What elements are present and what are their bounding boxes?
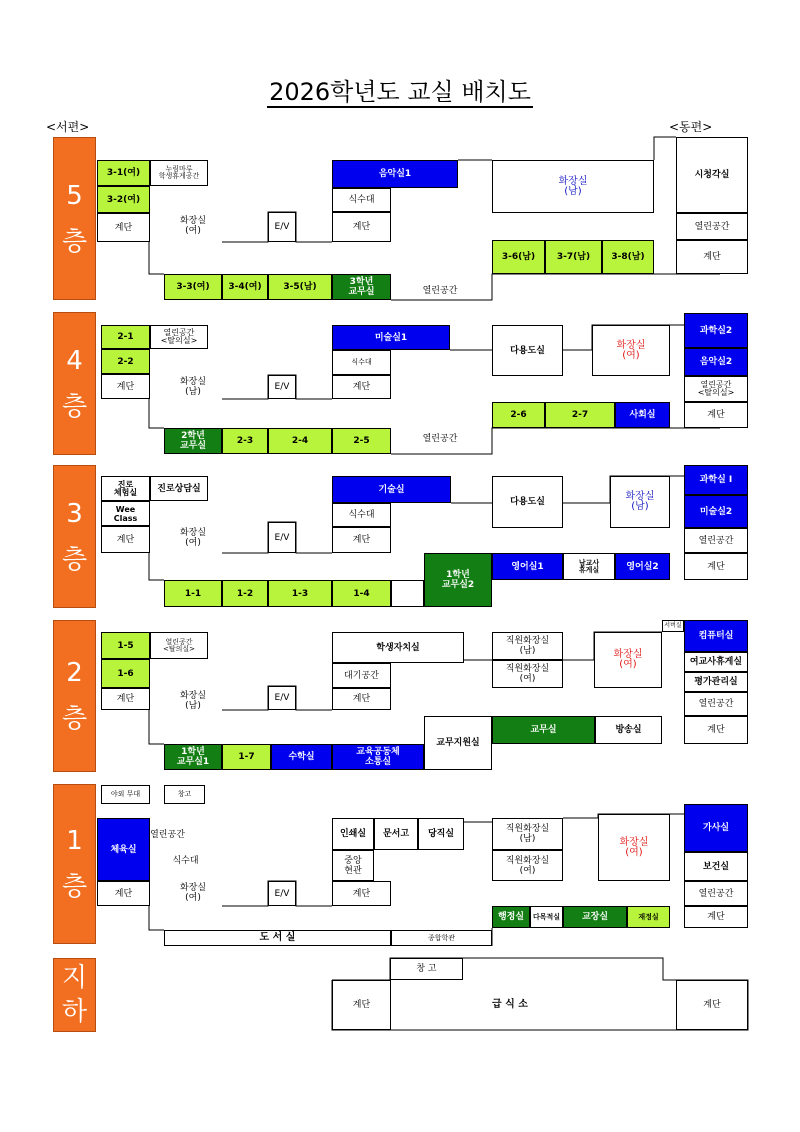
room-1-5: 1-5: [101, 632, 150, 659]
elevator-5: E/V: [268, 212, 296, 242]
toilet-west-1: 화장실 (여): [179, 883, 207, 903]
basement-storage: 창 고: [390, 958, 463, 980]
elevator-3: E/V: [268, 522, 296, 553]
student-council-room: 학생자치실: [332, 632, 464, 663]
elevator-4: E/V: [268, 375, 296, 399]
floor-band-1: 1 층: [53, 784, 96, 944]
sink-5: 식수대: [332, 188, 391, 212]
outdoor-stage: 야외 무대: [101, 785, 150, 804]
english-room-2: 영어실2: [615, 553, 670, 580]
open-space-west-4: 열린공간 <탈의실>: [150, 325, 208, 349]
admin-office: 행정실: [492, 906, 530, 928]
room-1-1: 1-1: [164, 580, 222, 607]
grade2-office: 2학년 교무실: [164, 428, 222, 454]
technology-room: 기술실: [332, 476, 451, 503]
main-teachers-office: 교무실: [492, 716, 595, 744]
corridor-end-3: [391, 580, 424, 607]
community-room: 교육공동체 소통실: [332, 744, 424, 770]
server-room: 서버실: [662, 620, 684, 632]
stair-mid-1: 계단: [332, 881, 391, 906]
elevator-2: E/V: [268, 686, 296, 710]
elevator-1: E/V: [268, 881, 296, 906]
gym: 체육실: [97, 818, 150, 881]
room-3-7: 3-7(남): [545, 240, 602, 274]
room-1-6: 1-6: [101, 659, 150, 688]
room-1-3: 1-3: [268, 580, 332, 607]
open-space-south-5: 열린공간: [422, 286, 458, 296]
open-space-east-4: 열린공간 <탈의실>: [684, 376, 748, 402]
room-1-2: 1-2: [222, 580, 268, 607]
wee-class: Wee Class: [101, 501, 150, 526]
multipurpose-room-3: 다용도실: [492, 476, 563, 528]
staff-toilet-male-2: 직원화장실 (남): [492, 632, 563, 660]
stair-mid-3: 계단: [332, 527, 391, 553]
room-2-1: 2-1: [101, 325, 150, 349]
toilet-east-3: 화장실 (남): [610, 476, 670, 528]
toilet-west-4: 화장실 (남): [179, 377, 207, 397]
computer-room: 컴퓨터실: [684, 620, 748, 652]
art-room-1: 미술실1: [332, 325, 450, 350]
room-3-3: 3-3(여): [164, 274, 222, 300]
stair-west-3: 계단: [101, 526, 150, 553]
room-3-8: 3-8(남): [602, 240, 654, 274]
music-room-2: 음악실2: [684, 348, 748, 376]
open-space-east-2: 열린공간: [684, 692, 748, 716]
career-experience-room: 진로 체험실: [101, 476, 150, 501]
home-economics-room: 가사실: [684, 804, 748, 852]
stair-west-1: 계단: [97, 881, 150, 906]
floor-band-basement: 지 하: [53, 958, 96, 1032]
cafeteria: 급 식 소: [492, 999, 528, 1010]
stair-mid-2: 계단: [332, 688, 391, 710]
sink-1: 식수대: [172, 856, 199, 866]
toilet-east-2: 화장실 (여): [594, 632, 662, 688]
floor-band-3: 3 층: [53, 465, 96, 608]
audiovisual-room: 시청각실: [676, 137, 748, 213]
stair-east-3: 계단: [684, 553, 748, 580]
open-space-east-5: 열린공간: [676, 213, 748, 240]
room-3-5: 3-5(남): [268, 274, 332, 300]
library: 도 서 실: [164, 930, 391, 946]
page-title: 2026학년도 교실 배치도: [269, 78, 531, 106]
english-room-1: 영어실1: [492, 553, 563, 580]
open-space-west-1: 열린공간: [150, 830, 185, 840]
grade1-office-2: 1학년 교무실2: [424, 553, 492, 607]
finance-room: 재정실: [627, 906, 670, 928]
principal-office: 교장실: [563, 906, 627, 928]
toilet-west-2: 화장실 (남): [179, 691, 207, 711]
room-3-6: 3-6(남): [492, 240, 545, 274]
toilet-east-5: 화장실 (남): [492, 160, 654, 213]
stair-west-2: 계단: [101, 688, 150, 710]
broadcast-room: 방송실: [595, 716, 662, 744]
stair-west-5: 계단: [97, 213, 150, 242]
stair-east-4: 계단: [684, 402, 748, 428]
open-space-east-1: 열린공간: [684, 881, 748, 906]
basement-stair-east: 계단: [676, 980, 748, 1030]
art-room-2: 미술실2: [684, 495, 748, 528]
floor-band-2: 2 층: [53, 620, 96, 772]
stair-west-4: 계단: [101, 374, 150, 399]
room-1-4: 1-4: [332, 580, 391, 607]
staff-toilet-female-1: 직원화장실 (여): [492, 850, 563, 881]
room-2-2: 2-2: [101, 349, 150, 374]
open-space-west-2: 열린공간 <탈의실>: [150, 632, 208, 659]
room-3-4: 3-4(여): [222, 274, 268, 300]
evaluation-office: 평가관리실: [684, 672, 748, 692]
print-room: 인쇄실: [332, 818, 374, 850]
science-room-2: 과학실2: [684, 313, 748, 348]
central-hall: 종합학관: [391, 930, 492, 946]
multipurpose-room-4: 다용도실: [492, 325, 563, 376]
toilet-west-5: 화장실 (여): [179, 216, 207, 236]
social-room: 사회실: [615, 402, 670, 428]
staff-toilet-female-2: 직원화장실 (여): [492, 660, 563, 688]
student-lounge: 누림마루 학생휴게공간: [150, 160, 208, 186]
multipurpose-small: 다목적실: [530, 906, 563, 928]
room-3-1: 3-1(여): [97, 160, 150, 186]
room-2-6: 2-6: [492, 402, 545, 428]
stair-mid-4: 계단: [332, 375, 391, 399]
duty-room: 당직실: [418, 818, 464, 850]
toilet-east-4: 화장실 (여): [592, 325, 670, 376]
document-archive: 문서고: [374, 818, 418, 850]
open-space-south-4: 열린공간: [422, 434, 458, 444]
career-counseling-room: 진로상담실: [150, 476, 208, 501]
stair-east-1: 계단: [684, 906, 748, 928]
west-label: <서편>: [46, 120, 90, 134]
floor-band-5: 5 층: [53, 137, 96, 300]
room-2-5: 2-5: [332, 428, 391, 454]
teacher-lounge: 남교사 휴게실: [563, 553, 615, 580]
open-space-east-3: 열린공간: [684, 528, 748, 553]
basement-stair-west: 계단: [332, 980, 391, 1030]
toilet-west-3: 화장실 (여): [179, 528, 207, 548]
female-teacher-lounge: 여교사휴게실: [684, 652, 748, 672]
grade3-office: 3학년 교무실: [332, 274, 391, 300]
science-room-1: 과학실 I: [684, 465, 748, 495]
room-1-7: 1-7: [222, 744, 271, 770]
central-entrance: 중앙 현관: [332, 850, 374, 881]
toilet-east-1: 화장실 (여): [598, 814, 670, 881]
storage-small: 창고: [164, 785, 205, 804]
east-label: <동편>: [669, 120, 713, 134]
sink-4: 식수대: [332, 350, 391, 375]
room-2-7: 2-7: [545, 402, 615, 428]
health-room: 보건실: [684, 852, 748, 881]
sink-3: 식수대: [332, 503, 391, 527]
staff-toilet-male-1: 직원화장실 (남): [492, 818, 563, 850]
stair-mid-5: 계단: [332, 212, 391, 242]
room-2-3: 2-3: [222, 428, 268, 454]
room-2-4: 2-4: [268, 428, 332, 454]
stair-east-5: 계단: [676, 240, 748, 274]
stair-east-2: 계단: [684, 716, 748, 744]
floor-band-4: 4 층: [53, 312, 96, 455]
academic-support-office: 교무지원실: [424, 716, 492, 770]
grade1-office-1: 1학년 교무실1: [164, 744, 222, 770]
music-room-1: 음악실1: [332, 160, 458, 188]
math-room: 수학실: [271, 744, 332, 770]
room-3-2: 3-2(여): [97, 186, 150, 213]
waiting-area: 대기공간: [332, 663, 391, 688]
